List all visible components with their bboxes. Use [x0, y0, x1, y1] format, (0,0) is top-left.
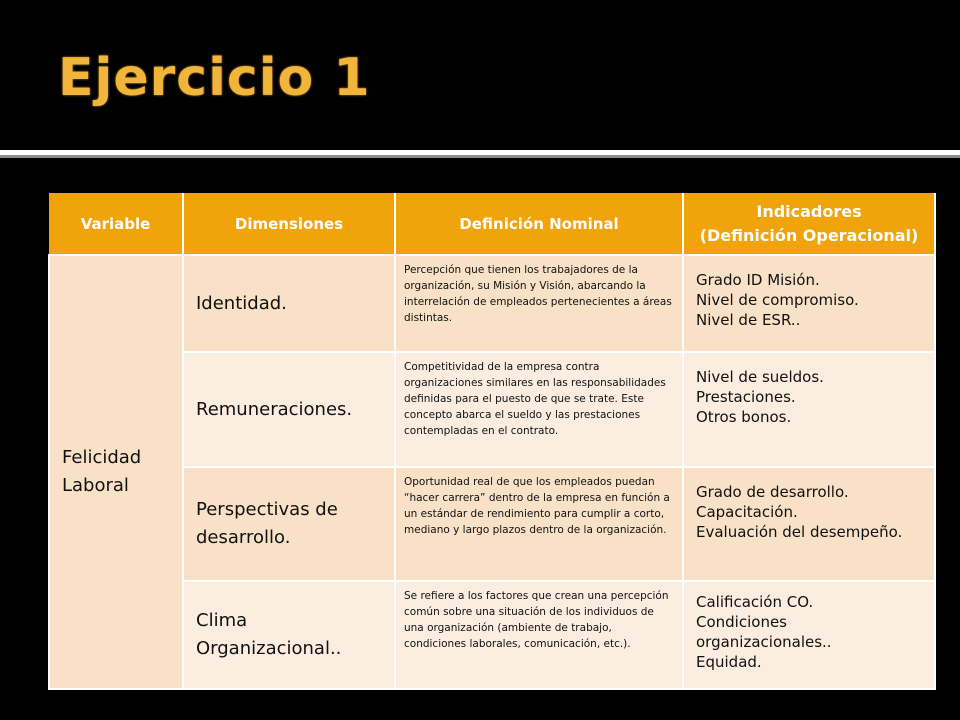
- indicators-cell: [683, 255, 935, 352]
- title-bar: [0, 0, 960, 150]
- indicator-item: Calificación CO.: [696, 593, 814, 611]
- indicator-item: Equidad.: [696, 653, 762, 671]
- operationalization-table: [48, 193, 936, 690]
- table-header-row: [49, 193, 935, 255]
- dimension-cell: [183, 352, 395, 467]
- definition-cell: Oportunidad real de que los empleados puedan “hacer carrera” dentro de la empresa en función a un estándar de rendimiento para cumplir a corto, mediano y largo plazos dentro de la organización.: [395, 467, 683, 581]
- indicator-item: Evaluación del desempeño.: [696, 523, 903, 541]
- dimension-line1: Perspectivas de: [196, 499, 338, 520]
- indicator-item: Grado de desarrollo.: [696, 483, 849, 501]
- table-row: [49, 255, 935, 352]
- indicators-cell: [683, 581, 935, 689]
- title-divider-shadow: [0, 155, 960, 158]
- definition-cell: Se refiere a los factores que crean una percepción común sobre una situación de los individuos de una organización (ambiente de trabajo, condiciones laborales, comunicación, etc.).: [395, 581, 683, 689]
- dimension-line2: desarrollo.: [196, 527, 291, 548]
- indicator-item: Condiciones: [696, 613, 787, 631]
- indicator-item: Otros bonos.: [696, 408, 792, 426]
- dimension-line2: Organizacional..: [196, 638, 342, 659]
- indicator-item: Nivel de ESR..: [696, 311, 801, 329]
- header-indicadores: [683, 193, 935, 255]
- indicator-item: Grado ID Misión.: [696, 271, 820, 289]
- header-indicadores-line1: Indicadores: [756, 201, 862, 221]
- dimension-cell: [183, 467, 395, 581]
- indicators-cell: [683, 352, 935, 467]
- definition-cell: Percepción que tienen los trabajadores de la organización, su Misión y Visión, abarcando la interrelación de empleados pertenecientes a áreas distintas.: [395, 255, 683, 352]
- header-indicadores-line2: (Definición Operacional): [699, 225, 919, 245]
- dimension-cell: [183, 255, 395, 352]
- variable-cell: [49, 255, 183, 689]
- variable-line1: Felicidad: [62, 447, 142, 468]
- indicator-item: Capacitación.: [696, 503, 798, 521]
- indicator-item: Nivel de compromiso.: [696, 291, 859, 309]
- dimension-line1: Identidad.: [196, 292, 287, 314]
- indicator-item: Nivel de sueldos.: [696, 368, 824, 386]
- header-dimensiones: Dimensiones: [183, 193, 395, 255]
- dimension-cell: [183, 581, 395, 689]
- indicators-cell: [683, 467, 935, 581]
- header-variable: Variable: [49, 193, 183, 255]
- dimension-line1: Remuneraciones.: [196, 398, 353, 420]
- indicator-item: Prestaciones.: [696, 388, 796, 406]
- indicator-item: organizacionales..: [696, 633, 832, 651]
- header-definicion-nominal: Definición Nominal: [395, 193, 683, 255]
- definition-cell: Competitividad de la empresa contra organizaciones similares en las responsabilidades definidas para el puesto de que se trate. Este concepto abarca el sueldo y las prestaciones contempladas en el contrato.: [395, 352, 683, 467]
- slide-title: Ejercicio 1: [58, 48, 371, 108]
- variable-line2: Laboral: [62, 475, 129, 496]
- dimension-line1: Clima: [196, 610, 248, 631]
